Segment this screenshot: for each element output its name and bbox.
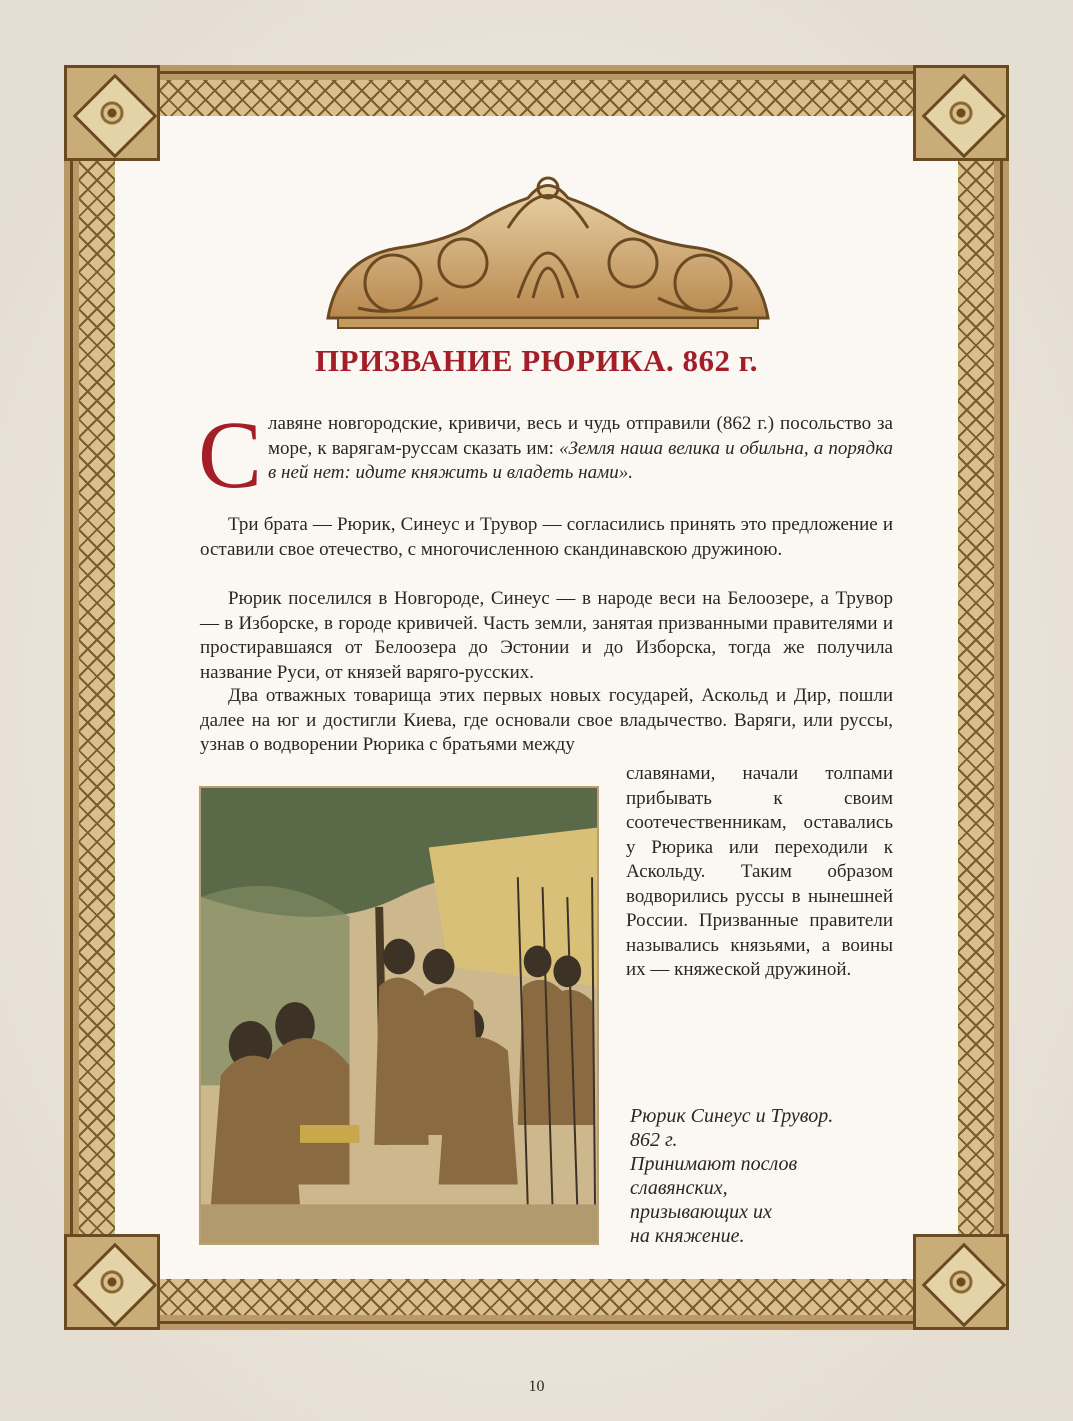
paragraph-settlement: Рюрик поселился в Новгороде, Синеус — в народе веси на Белоозере, а Трувор — в Изборске, в городе кривичей. Часть земли, занятая призванными правителями и простиравшаяся от Белоозера до Эстонии и до Изборска, тогда же получила название Руси, от князей варяго-русских.: [200, 588, 893, 683]
paragraph-intro-quote: «Земля наша велика и обильна, а порядка в ней нет: идите княжить и владеть нами».: [268, 437, 894, 483]
frame-braid-right: [958, 110, 994, 1285]
crest-ornament: [318, 168, 778, 338]
paragraph-intro-body: лавяне новгородские, кривичи, весь и чудь отправили (862 г.) посольство за море, к варягам-руссам сказать им:: [268, 413, 893, 459]
caption-line: Рюрик Синеус и Трувор.: [630, 1105, 834, 1127]
frame-braid-bottom: [110, 1279, 963, 1315]
frame-corner-ornament: [64, 1234, 160, 1330]
paragraph-brothers: Три брата — Рюрик, Синеус и Трувор — согласились принять это предложение и оставили свое отечество, с многочисленною скандинавскою дружиною.: [200, 514, 893, 560]
caption-line: славянских,: [630, 1177, 728, 1199]
caption-line: призывающих их: [630, 1201, 772, 1223]
frame-braid-left: [79, 110, 115, 1285]
caption-line: на княжение.: [630, 1225, 745, 1247]
frame-corner-ornament: [913, 1234, 1009, 1330]
caption-line: Принимают послов: [630, 1153, 798, 1175]
paragraph-continuation: славянами, начали толпами прибывать к своим соотечественникам, оставались у Рюрика или переходили к Аскольду. Таким образом водворились руссы в нынешней России. Призванные правители назывались князьями, а воины их — княжеской дружиной.: [626, 763, 893, 980]
frame-braid-top: [110, 80, 963, 116]
page-title: ПРИЗВАНИЕ РЮРИКА. 862 г.: [314, 343, 759, 378]
historical-illustration: [199, 786, 599, 1245]
illustration-caption: [630, 1104, 870, 1248]
paragraph-intro: [198, 401, 894, 508]
frame-corner-ornament: [913, 65, 1009, 161]
frame-corner-ornament: [64, 65, 160, 161]
caption-line: 862 г.: [630, 1129, 678, 1151]
drop-cap: С: [198, 401, 263, 508]
page-number: 10: [528, 1378, 545, 1395]
paragraph-askold-dir: Два отважных товарища этих первых новых государей, Аскольд и Дир, пошли далее на юг и достигли Киева, где основали свое владычество. Варяги, или руссы, узнав о водворении Рюрика с братьями между: [200, 685, 893, 755]
